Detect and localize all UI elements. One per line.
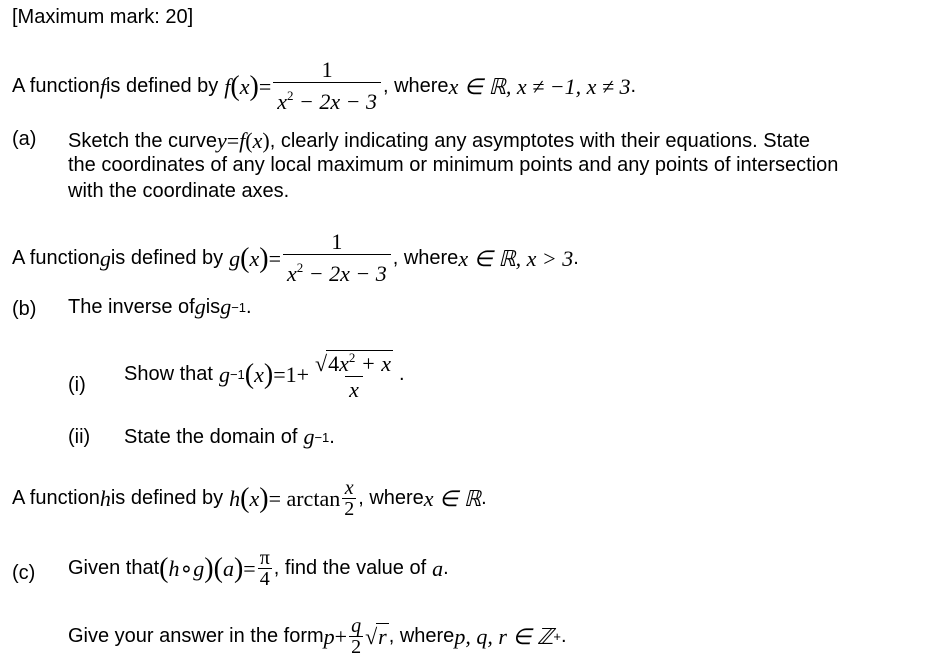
g-definition: A function g is defined by g ( x ) = $\frac{1}{x^2 - 2x - 3}$ , where x ∈ ℝ, x > 3 . [12,229,579,286]
answer-form: Give your answer in the form p + $\frac{q}{2}$ √ r , where p, q, r ∈ ℤ + . [68,615,567,658]
part-a-line3: with the coordinate axes. [68,180,290,202]
part-b-i-label: (i) [68,374,86,396]
f-definition: A function f is defined by f ( x ) = $\frac{1}{x^2 - 2x - 3}$ , where x ∈ ℝ, x ≠ −1, x ≠ 3 . [12,57,637,114]
q-fraction: $\frac{q}{2}$ [351,615,362,658]
g-fraction: $\frac{1}{x^2 - 2x - 3}$ [283,230,391,287]
part-c-text: Given that ( h ∘ g ) ( a ) = $\frac{\pi}{4}$ , find the value of a . [68,547,449,590]
inverse-fraction: $\frac{√4x^2 + x}{x}$ [315,350,391,402]
part-b-label: (b) [12,298,37,320]
part-a-line2: the coordinates of any local maximum or minimum points and any points of intersection [68,154,839,176]
part-b-i-text: Show that g −1 ( x ) =1+ $\frac{√4x^2 + x}{x}$ . [124,346,405,403]
f-domain: x ∈ ℝ, x ≠ −1, x ≠ 3 [448,73,631,99]
h-domain: x ∈ ℝ [423,485,482,511]
part-b-ii-text: State the domain of g −1 . [124,424,335,449]
h-fraction: $\frac{x}{2}$ [344,477,355,520]
part-b-text: The inverse of g is g −1 . [68,294,252,319]
part-c-label: (c) [12,562,36,584]
max-mark: [Maximum mark: 20] [12,6,194,28]
part-a-label: (a) [12,128,37,150]
f-fraction: $\frac{1}{x^2 - 2x - 3}$ [273,58,381,115]
part-a-line1: Sketch the curve y = f ( x ) , clearly indicating any asymptotes with their equations. State [68,128,810,153]
h-definition: A function h is defined by h ( x ) = arctan $\frac{x}{2}$ , where x ∈ ℝ . [12,477,487,520]
part-b-ii-label: (ii) [68,426,91,448]
pi-fraction: $\frac{\pi}{4}$ [259,547,270,590]
g-domain: x ∈ ℝ, x > 3 [458,245,574,271]
